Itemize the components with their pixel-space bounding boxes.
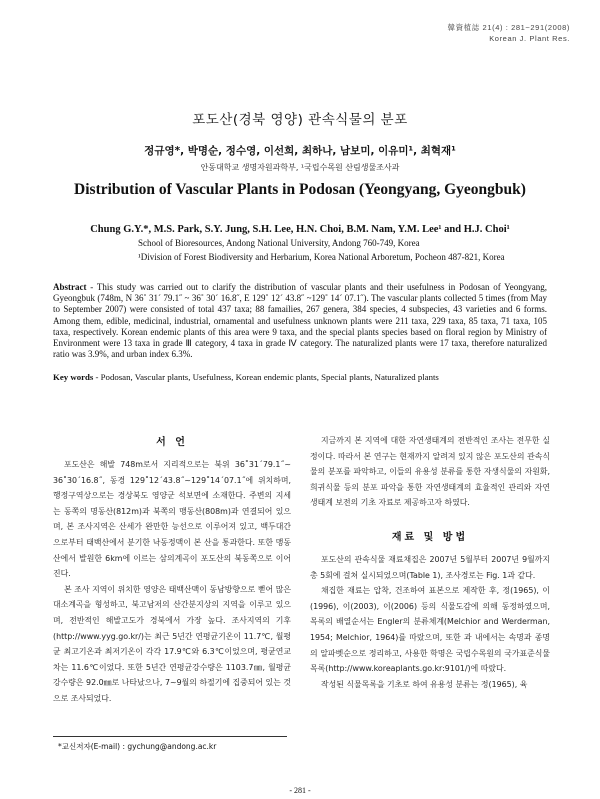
keywords-label: Key words [53, 372, 94, 382]
journal-header [447, 22, 570, 44]
left-column [53, 433, 291, 707]
english-authors: Chung G.Y.*, M.S. Park, S.Y. Jung, S.H. Lee, H.N. Choi, B.M. Nam, Y.M. Lee¹ and H.J. Choi¹ [90, 224, 510, 235]
abstract [53, 282, 547, 360]
methods-paragraph-3: 작성된 식물목록을 기초로 하여 유용성 분류는 정(1965), 육 [321, 679, 528, 689]
abstract-label: Abstract [53, 282, 87, 292]
right-column [310, 433, 550, 692]
korean-authors: 정규영*, 박명순, 정수영, 이선희, 최하나, 남보미, 이유미¹, 최혁재¹ [144, 145, 456, 157]
journal-name: Korean J. Plant Res. [489, 34, 570, 43]
methods-paragraph-2: 채집한 재료는 압착, 건조하여 표본으로 제작한 후, 정(1965), 이(1996), 이(2003), 이(2006) 등의 식물도감에 의해 동정하였으며, 목록의 배열순서는 Engler의 분류체계(Melchior and Werderman, 1954; Melchior, 1964)를 따랐으며, 또한 과 내에서는 속명과 종명의 알파벳순으로 정리하고, 사용한 학명은 국립수목원의 국가표준식물목록(http://www.koreaplants.go.kr:9101/)에 따랐다. [310, 586, 550, 674]
keywords [53, 372, 547, 383]
methods-heading: 재료 및 방법 [391, 531, 469, 543]
introduction-paragraph-2: 본 조사 지역이 위치한 영양은 태백산맥이 동남방향으로 뻗어 많은 대소계곡을 형성하고, 북고남저의 산간분지상의 지역을 이루고 있으며, 전반적인 해발고도가 경북에서 가장 높다. 조사지역의 기후(http://www.yyg.go.kr/)는 최근 5년간 연평균기온이 11.7℃, 월평균 최고기온과 최저기온이 각각 17.9℃와 6.3℃이었으며, 평균연교차는 11.6℃이었다. 또한 5년간 연평균강수량은 1103.7㎜, 월평균강수량은 92.0㎜로 나타났으나, 7~9월의 하절기에 집중되어 있는 것으로 조사되었다. [53, 584, 291, 703]
keywords-text: - Podosan, Vascular plants, Usefulness, Korean endemic plants, Special plants, Naturalized plants [95, 372, 439, 382]
introduction-heading: 서 언 [156, 437, 188, 448]
english-affiliation-2: ¹Division of Forest Biodiversity and Herbarium, Korea National Arboretum, Pocheon 487-821, Korea [138, 251, 505, 262]
introduction-paragraph-3: 지금까지 본 지역에 대한 자연생태계의 전반적인 조사는 전무한 실정이다. 따라서 본 연구는 현재까지 알려져 있지 않은 포도산의 관속식물의 분포를 파악하고, 이들의 유용성 분류를 통한 자생식물의 자원화, 희귀식물 등의 분포 파악을 통한 자연생태계의 효율적인 관리와 자연생태계 보전의 기초 자료로 제공하고자 하였다. [310, 436, 550, 508]
footnote-divider [53, 736, 287, 737]
korean-affiliation: 안동대학교 생명자원과학부, ¹국립수목원 산림생물조사과 [200, 163, 400, 172]
abstract-text: - This study was carried out to clarify the distribution of vascular plants and their usefulness in Podosan of Yeongyang, Gyeongbuk (748m, N 36˚ 31´ 79.1˝ ~ 36˚ 30´ 16.8˝, E 129˚ 12´ 43.8˝ ~129˚ 14´ 07.1˝). The vascular plants collected 5 times (from May to September 2007) were consisted of total 437 taxa; 88 famailies, 267 genera, 384 species, 4 subspecies, 43 varieties and 6 forms. Among them, edible, medicinal, industrial, ornamental and usefulness unknown plants were 211 taxa, 229 taxa, 85 taxa, 71 taxa, 105 taxa, respectively. Korean endemic plants of this area were 9 taxa, and the special plants species based on floral region by Ministry of Environment were 13 taxa in grade Ⅲ category, 4 taxa in grade Ⅳ category. The naturalized plants were 17 taxa, therefore naturalized ratio was 3.9%, and urban index 6.3%. [53, 282, 547, 360]
english-affiliations [138, 237, 505, 264]
journal-citation: 韓資植誌 21(4) : 281~291(2008) [447, 23, 570, 32]
english-title: Distribution of Vascular Plants in Podosan (Yeongyang, Gyeongbuk) [74, 181, 526, 198]
methods-paragraph-1: 포도산의 관속식물 재료채집은 2007년 5월부터 2007년 9월까지 총 5회에 걸쳐 실시되었으며(Table 1), 조사경로는 Fig. 1과 같다. [310, 554, 550, 580]
page-number: - 281 - [289, 786, 311, 795]
korean-title: 포도산(경북 영양) 관속식물의 분포 [192, 112, 408, 128]
introduction-paragraph-1: 포도산은 해발 748m로서 지리적으로는 북위 36˚31´79.1˝~ 36˚30´16.8˝, 동경 129˚12´43.8˝~129˚14´07.1˝에 위치하며, 행정구역상으로는 경상북도 영양군 석보면에 소재한다. 주변의 지세는 동쪽의 명동산(812m)과 북쪽의 맹동산(808m)과 연결되어 있으며, 본 조사지역은 산세가 완만한 능선으로 이루어져 있고, 백두대간으로부터 태백산에서 분기한 낙동정맥이 본 산을 통과한다. 또한 맹동산에서 발원한 6km에 이르는 삼의계곡이 포도산의 북동쪽으로 이어진다. [53, 460, 291, 579]
corresponding-author-footnote: *교신저자(E-mail) : gychung@andong.ac.kr [58, 742, 217, 751]
english-affiliation-1: School of Bioresources, Andong National University, Andong 760-749, Korea [138, 238, 420, 248]
